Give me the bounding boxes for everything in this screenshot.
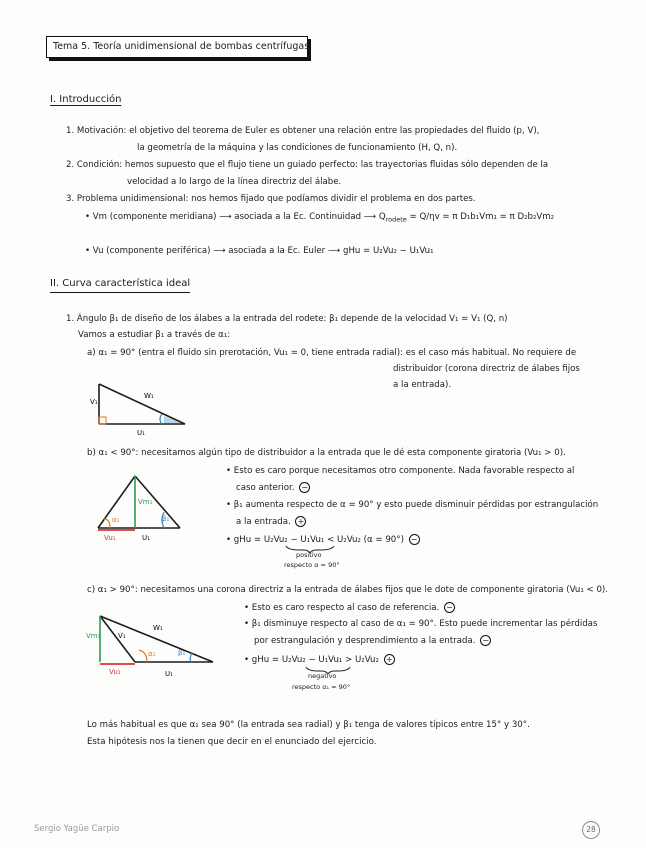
case-b-bullet-2-cont-text: a la entrada. — [236, 517, 291, 527]
velocity-triangle-b — [98, 476, 180, 542]
case-c-note-negativo: negativo — [308, 672, 337, 680]
case-b-line-1: b) α₁ < 90°: necesitamos algún tipo de distribuidor a la entrada que le dé esta componente giratoria (Vu₁ > 0). — [87, 448, 566, 458]
label-u1-b: U₁ — [142, 534, 150, 542]
label-vu1-b: Vu₁ — [104, 534, 116, 542]
label-vm1-b: Vm₁ — [138, 498, 153, 506]
label-alpha1-b: α₁ — [112, 516, 120, 524]
underbrace-positivo — [286, 546, 334, 553]
minus-circle-icon: − — [444, 602, 455, 613]
case-c-bullet-2-cont-text: por estrangulación y desprendimiento a la entrada. — [254, 636, 476, 646]
case-b-bullet-1-cont-text: caso anterior. — [236, 483, 295, 493]
plus-circle-icon: + — [384, 654, 395, 665]
alpha1-right-angle-a — [99, 417, 106, 424]
velocity-triangle-c — [86, 616, 213, 678]
unidimensional-line: 3. Problema unidimensional: nos hemos fijado que podíamos dividir el problema en dos partes. — [66, 194, 476, 204]
label-w1-c: W₁ — [153, 624, 163, 632]
beta1-fill-a — [164, 416, 182, 423]
intro-line-2: Vamos a estudiar β₁ a través de α₁: — [78, 330, 231, 340]
case-c-line-1: c) α₁ > 90°: necesitamos una corona directriz a la entrada de álabes fijos que le dote de componente giratoria (Vu₁ < 0). — [87, 585, 609, 595]
condition-line-1: 2. Condición: hemos supuesto que el flujo tiene un guiado perfecto: las trayectorias fluidas sólo dependen de la — [66, 160, 549, 170]
conclusion-line-1: Lo más habitual es que α₁ sea 90° (la entrada sea radial) y β₁ tenga de valores típicos entre 15° y 30°. — [87, 720, 530, 730]
alpha1-arc-c — [139, 650, 147, 662]
label-w1-a: W₁ — [144, 392, 154, 400]
alpha1-arc-b — [104, 519, 110, 528]
case-a-line-3: a la entrada). — [393, 380, 452, 390]
label-vu1-c: Vu₁ — [109, 668, 121, 676]
conclusion-line-2: Esta hipótesis nos la tienen que decir en el enunciado del ejercicio. — [87, 737, 377, 747]
label-u1-c: U₁ — [165, 670, 173, 678]
intro-line-1: 1. Ángulo β₁ de diseño de los álabes a la entrada del rodete: β₁ depende de la velocidad V₁ = V₁ (Q, n) — [66, 314, 508, 324]
case-a-line-2: distribuidor (corona directriz de álabes fijos — [393, 364, 580, 374]
minus-circle-icon: − — [409, 534, 420, 545]
case-c-bullet-3-text: • gHu = U₂Vu₂ − U₁Vu₁ > U₂Vu₂ — [244, 655, 379, 665]
velocity-triangle-a — [90, 384, 185, 437]
case-c-bullet-2: • β₁ disminuye respecto al caso de α₁ = 90°. Esto puede incrementar las pérdidas — [244, 619, 598, 629]
label-v1-a: V₁ — [90, 398, 98, 406]
case-b-bullet-1: • Esto es caro porque necesitamos otro componente. Nada favorable respecto al — [226, 466, 575, 476]
motivation-line-1: 1. Motivación: el objetivo del teorema de Euler es obtener una relación entre las propiedades del fluido (p, V), — [66, 126, 540, 136]
case-c-bullet-1-text: • Esto es caro respecto al caso de referencia. — [244, 603, 440, 613]
case-b-note-respecto: respecto α = 90° — [284, 561, 340, 569]
q-rodete-subscript: rodete — [385, 215, 407, 224]
underbrace-negativo — [306, 667, 350, 674]
case-b-bullet-3-text: • gHu = U₂Vu₂ − U₁Vu₁ < U₂Vu₂ (α = 90°) — [226, 535, 404, 545]
condition-line-2: velocidad a lo largo de la línea directriz del álabe. — [127, 177, 342, 187]
plus-circle-icon: + — [295, 516, 306, 527]
case-a-line-1: a) α₁ = 90° (entra el fluido sin prerotación, Vu₁ = 0, tiene entrada radial): es el caso más habitual. No requiere de — [87, 348, 577, 358]
label-v1-c: V₁ — [118, 632, 126, 640]
label-beta1-b: β₁ — [162, 515, 170, 523]
label-alpha1-c: α₁ — [148, 650, 156, 658]
vm-bullet-text: • Vm (componente meridiana) ⟶ asociada a la Ec. Continuidad ⟶ Q — [85, 212, 386, 222]
case-c-note-respecto: respecto α₁ = 90° — [292, 683, 351, 691]
case-b-bullet-2: • β₁ aumenta respecto de α = 90° y esto puede disminuir pérdidas por estrangulación — [226, 500, 599, 510]
page-number: 28 — [582, 821, 600, 839]
w1-vector-a — [99, 384, 185, 424]
section-heading-introduccion: I. Introducción — [50, 94, 122, 105]
beta1-arc-a — [160, 414, 162, 424]
motivation-line-2: la geometría de la máquina y las condiciones de funcionamiento (H, Q, n). — [137, 143, 458, 153]
section-heading-curva: II. Curva característica ideal — [50, 278, 190, 293]
vu-bullet: • Vu (componente periférica) ⟶ asociada a la Ec. Euler ⟶ gHu = U₂Vu₂ − U₁Vu₁ — [85, 246, 434, 256]
label-u1-a: U₁ — [137, 429, 145, 437]
label-vm1-c: Vm₁ — [86, 632, 101, 640]
minus-circle-icon: − — [299, 482, 310, 493]
case-b-note-positivo: positivo — [296, 551, 322, 559]
footer-author: Sergio Yagüe Carpio — [34, 824, 120, 834]
minus-circle-icon: − — [480, 635, 491, 646]
page-title: Tema 5. Teoría unidimensional de bombas centrífugas — [46, 36, 308, 58]
beta1-arc-c — [190, 653, 192, 662]
label-beta1-c: β₁ — [178, 649, 186, 657]
vm-bullet-formula: = Q/ηv = π D₁b₁Vm₁ = π D₂b₂Vm₂ — [409, 212, 555, 222]
